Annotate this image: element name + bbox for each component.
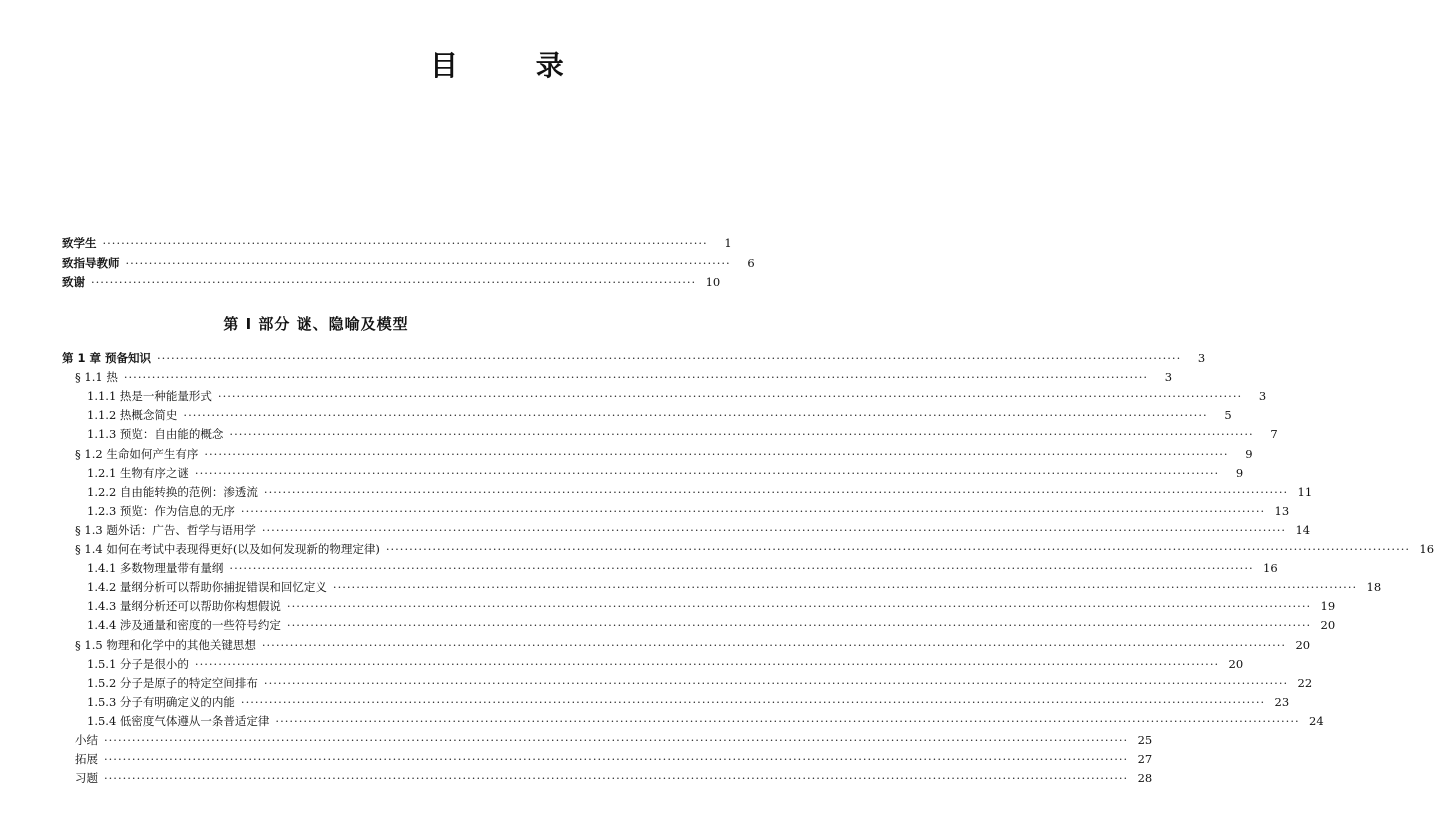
toc-entry-label: 小结 [75, 733, 98, 747]
toc-entry-page: 20 [1228, 656, 1244, 671]
toc-entry-subsection[interactable] [0, 693, 1290, 711]
toc-entry-section[interactable] [0, 540, 1434, 558]
toc-entry-label: 1.4.1 多数物理量带有量纲 [87, 561, 224, 576]
toc-entry-label: 习题 [75, 771, 98, 786]
dot-leader: ···························································································································································································································· [104, 752, 1129, 767]
toc-entry-page: 7 [1270, 427, 1278, 442]
toc-entry-page: 16 [1263, 561, 1278, 576]
dot-leader: ···························································································································································································································· [194, 656, 1220, 671]
toc-entry-label: 1.2.1 生物有序之谜 [87, 465, 189, 480]
toc-entry-section[interactable] [0, 445, 1253, 463]
dot-leader: ···························································································································································································································· [286, 618, 1312, 633]
toc-entry-section[interactable] [0, 636, 1311, 654]
dot-leader: ···························································································································································································································· [261, 637, 1287, 652]
toc-entry-page: 27 [1137, 752, 1153, 767]
toc-entry-label: § 1.3 题外话：广告、哲学与语用学 [75, 522, 256, 537]
toc-entry-subsection[interactable] [0, 674, 1313, 692]
toc-entry-label: 1.4.4 涉及通量和密度的一些符号约定 [87, 618, 281, 633]
toc-entry-front-matter[interactable] [0, 273, 721, 291]
toc-entry-page: 6 [747, 256, 755, 270]
toc-entry-label: § 1.1 热 [75, 370, 118, 385]
toc-entry-page: 28 [1137, 771, 1153, 786]
dot-leader: ···························································································································································································································· [263, 675, 1289, 690]
toc-entry-page: 19 [1320, 599, 1336, 614]
toc-entry-subsection[interactable] [0, 406, 1232, 424]
dot-leader: ···························································································································································································································· [332, 580, 1358, 595]
dot-leader: ···························································································································································································································· [240, 503, 1266, 518]
toc-entry-subsection[interactable] [0, 559, 1278, 577]
dot-leader: ···························································································································································································································· [275, 713, 1300, 728]
toc-entry-label: § 1.2 生命如何产生有序 [75, 446, 199, 461]
dot-leader: ·································································································································· [91, 275, 697, 289]
toc-entry-label: 1.2.2 自由能转换的范例：渗透流 [87, 484, 258, 499]
dot-leader: ···························································································································································································································· [104, 771, 1129, 786]
toc-entry-label: 1.5.3 分子有明确定义的内能 [87, 694, 235, 709]
toc-entry-page: 9 [1245, 446, 1253, 461]
toc-entry-subsection[interactable] [0, 616, 1336, 634]
dot-leader: ···························································································································································································································· [240, 694, 1266, 709]
page-title: 目 录 [430, 49, 598, 82]
dot-leader: ···························································································································································································································· [204, 446, 1229, 461]
toc-entry-page: 9 [1235, 465, 1244, 480]
toc-entry-label: § 1.4 如何在考试中表现得更好(以及如何发现新的物理定律) [75, 542, 380, 556]
toc-entry-label: 1.1.1 热是一种能量形式 [87, 389, 212, 404]
toc-entry-section[interactable] [0, 731, 1153, 749]
toc-entry-page: 20 [1295, 637, 1311, 652]
toc-entry-subsection[interactable] [0, 387, 1267, 405]
toc-entry-subsection[interactable] [0, 464, 1244, 482]
dot-leader: ···························································································································································································································· [261, 522, 1287, 537]
dot-leader: ···························································································································································································································· [385, 542, 1411, 556]
toc-entry-label: 1.4.2 量纲分析可以帮助你捕捉错误和回忆定义 [87, 580, 327, 595]
dot-leader: ···························································································································································································································· [123, 370, 1149, 385]
toc-entry-page: 25 [1137, 733, 1153, 747]
toc-entry-subsection[interactable] [0, 502, 1290, 520]
toc-entry-page: 10 [705, 275, 721, 289]
dot-leader: ···························································································································································································································· [286, 599, 1312, 614]
toc-entry-chapter[interactable] [0, 349, 1206, 367]
dot-leader: ···························································································································································································································· [263, 484, 1289, 499]
toc-entry-label: 1.4.3 量纲分析还可以帮助你构想假说 [87, 599, 281, 614]
toc-entry-front-matter[interactable] [0, 234, 732, 252]
toc-entry-label: 致谢 [62, 275, 85, 289]
dot-leader: ···························································································································································································································· [157, 351, 1182, 365]
toc-entry-page: 16 [1419, 542, 1434, 556]
toc-entry-page: 5 [1224, 408, 1232, 423]
toc-entry-subsection[interactable] [0, 483, 1313, 501]
toc-entry-label: § 1.5 物理和化学中的其他关键思想 [75, 637, 256, 652]
toc-entry-label: 1.1.3 预览：自由能的概念 [87, 427, 224, 442]
toc-entry-page: 1 [724, 236, 732, 250]
toc-entry-page: 20 [1320, 618, 1336, 633]
dot-leader: ·································································································································· [125, 256, 731, 270]
toc-entry-page: 13 [1274, 503, 1290, 518]
toc-entry-section[interactable] [0, 368, 1173, 386]
toc-entry-page: 14 [1295, 522, 1311, 537]
toc-entry-page: 3 [1164, 370, 1173, 385]
toc-entry-label: 致学生 [62, 236, 97, 250]
toc-entry-subsection[interactable] [0, 597, 1336, 615]
toc-entry-subsection[interactable] [0, 578, 1382, 596]
toc-entry-section[interactable] [0, 750, 1153, 768]
toc-entry-section[interactable] [0, 769, 1153, 787]
toc-entry-subsection[interactable] [0, 425, 1278, 443]
toc-entry-label: 致指导教师 [62, 256, 120, 270]
toc-entry-label: 1.2.3 预览：作为信息的无序 [87, 503, 235, 518]
toc-entry-page: 3 [1258, 389, 1267, 404]
dot-leader: ···························································································································································································································· [183, 408, 1208, 423]
toc-entry-label: 1.5.1 分子是很小的 [87, 656, 189, 671]
toc-entry-page: 18 [1366, 580, 1382, 595]
toc-entry-page: 23 [1274, 694, 1290, 709]
toc-entry-subsection[interactable] [0, 712, 1324, 730]
dot-leader: ···························································································································································································································· [229, 561, 1254, 576]
toc-entry-label: 1.5.4 低密度气体遵从一条普适定律 [87, 713, 270, 728]
dot-leader: ···························································································································································································································· [229, 427, 1254, 442]
toc-entry-page: 3 [1197, 351, 1206, 365]
dot-leader: ···························································································································································································································· [194, 465, 1220, 480]
toc-entry-section[interactable] [0, 521, 1311, 539]
toc-entry-subsection[interactable] [0, 655, 1244, 673]
toc-entry-page: 22 [1297, 675, 1313, 690]
toc-entry-label: 第 1 章 预备知识 [62, 351, 152, 365]
toc-entry-front-matter[interactable] [0, 254, 755, 272]
toc-entry-label: 拓展 [75, 752, 98, 767]
toc-entry-page: 24 [1309, 713, 1324, 728]
dot-leader: ···························································································································································································································· [104, 733, 1129, 747]
part-title: 第 I 部分 谜、隐喻及模型 [223, 315, 409, 333]
dot-leader: ···························································································································································································································· [217, 389, 1243, 404]
toc-entry-label: 1.1.2 热概念简史 [87, 408, 178, 423]
dot-leader: ·································································································································· [102, 236, 708, 250]
toc-entry-label: 1.5.2 分子是原子的特定空间排布 [87, 675, 258, 690]
toc-entry-page: 11 [1297, 484, 1313, 499]
